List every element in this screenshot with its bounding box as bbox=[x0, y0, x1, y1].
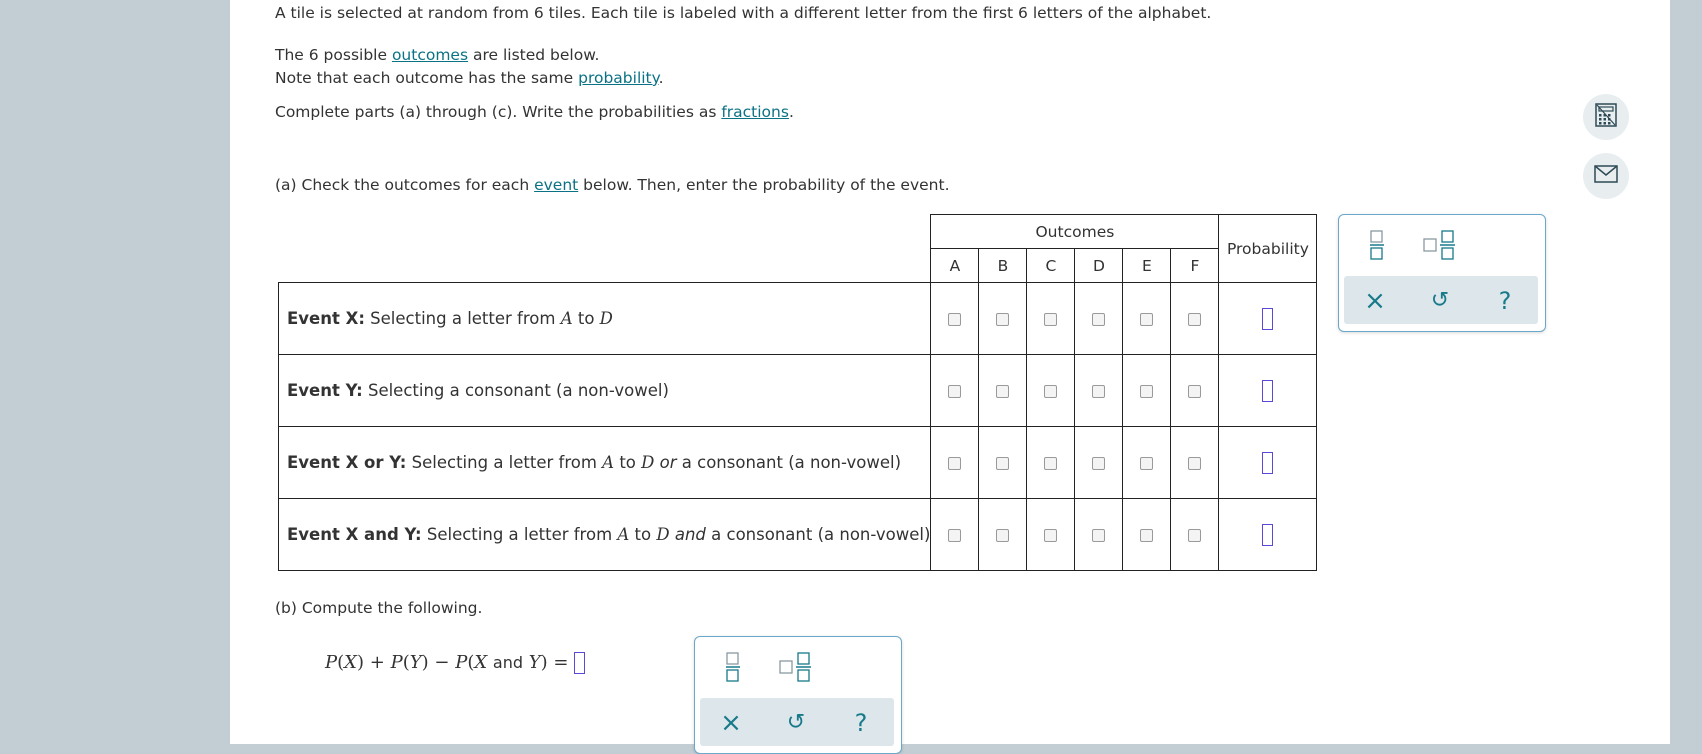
mixed-number-icon bbox=[1423, 229, 1457, 261]
outcome-letter: F bbox=[1171, 249, 1219, 283]
formula-y: Y bbox=[528, 652, 541, 673]
outcome-checkbox-b[interactable] bbox=[996, 385, 1009, 398]
outcome-checkbox-a[interactable] bbox=[948, 385, 961, 398]
event-text: to bbox=[572, 309, 600, 328]
outcome-checkbox-c[interactable] bbox=[1044, 529, 1057, 542]
outcome-checkbox-b[interactable] bbox=[996, 457, 1009, 470]
part-a-post: below. Then, enter the probability of the event. bbox=[578, 176, 950, 194]
fraction-icon bbox=[1369, 229, 1385, 261]
mail-icon bbox=[1594, 165, 1618, 187]
probability-header: Probability bbox=[1219, 215, 1317, 283]
outcomes-sentence-pre: The 6 possible bbox=[275, 46, 392, 64]
instructions-sentence bbox=[275, 103, 794, 121]
formula-x: X bbox=[344, 652, 357, 673]
math-palette bbox=[1338, 214, 1546, 332]
table-row bbox=[279, 355, 1317, 427]
outcomes-sentence bbox=[275, 46, 599, 64]
event-text: Selecting a letter from bbox=[426, 525, 618, 544]
probability-sentence-pre: Note that each outcome has the same bbox=[275, 69, 579, 87]
outcome-checkbox-b[interactable] bbox=[996, 313, 1009, 326]
probability-link[interactable]: probability bbox=[578, 69, 659, 87]
probability-sentence bbox=[275, 69, 664, 87]
event-x-or-y-description bbox=[279, 427, 931, 499]
formula-y: Y bbox=[409, 652, 422, 673]
event-label: Event Y: bbox=[287, 381, 363, 400]
outcome-checkbox-e[interactable] bbox=[1140, 313, 1153, 326]
outcome-checkbox-c[interactable] bbox=[1044, 457, 1057, 470]
undo-button[interactable]: ↺ bbox=[786, 710, 806, 735]
formula-x: X bbox=[474, 652, 488, 673]
part-a-instructions bbox=[275, 176, 950, 194]
event-x-and-y-description bbox=[279, 499, 931, 571]
outcome-letter: A bbox=[931, 249, 979, 283]
mixed-number-button[interactable] bbox=[1423, 229, 1457, 266]
probability-input[interactable] bbox=[1262, 380, 1273, 402]
mixed-number-button[interactable] bbox=[779, 651, 813, 688]
fractions-link[interactable]: fractions bbox=[721, 103, 789, 121]
event-text: a consonant (a non-vowel) bbox=[676, 453, 902, 472]
formula-plus: + bbox=[369, 652, 385, 673]
outcome-checkbox-d[interactable] bbox=[1092, 313, 1105, 326]
math-var: D bbox=[641, 453, 655, 472]
table-row bbox=[279, 283, 1317, 355]
outcome-checkbox-a[interactable] bbox=[948, 457, 961, 470]
outcome-letter: B bbox=[979, 249, 1027, 283]
event-label: Event X or Y: bbox=[287, 453, 407, 472]
event-label: Event X and Y: bbox=[287, 525, 422, 544]
fraction-button[interactable] bbox=[723, 651, 743, 688]
event-link[interactable]: event bbox=[534, 176, 579, 194]
outcome-checkbox-f[interactable] bbox=[1188, 529, 1201, 542]
outcome-checkbox-a[interactable] bbox=[948, 529, 961, 542]
event-text: to bbox=[629, 525, 657, 544]
formula-minus: − bbox=[434, 652, 450, 673]
math-var: A bbox=[617, 525, 630, 544]
help-button[interactable]: ? bbox=[1498, 287, 1512, 315]
help-button[interactable]: ? bbox=[854, 709, 868, 737]
table-corner bbox=[279, 215, 931, 283]
mixed-number-icon bbox=[779, 651, 813, 683]
clear-button[interactable]: × bbox=[720, 708, 742, 738]
outcome-checkbox-f[interactable] bbox=[1188, 385, 1201, 398]
outcome-checkbox-a[interactable] bbox=[948, 313, 961, 326]
probability-formula: P(X) + P(Y) − P(X and Y) = bbox=[325, 652, 585, 674]
math-var: D bbox=[656, 525, 670, 544]
outcome-checkbox-c[interactable] bbox=[1044, 385, 1057, 398]
outcome-checkbox-d[interactable] bbox=[1092, 457, 1105, 470]
probability-input[interactable] bbox=[1262, 452, 1273, 474]
outcome-checkbox-f[interactable] bbox=[1188, 457, 1201, 470]
fraction-button[interactable] bbox=[1367, 229, 1387, 266]
probability-input[interactable] bbox=[1262, 524, 1273, 546]
intro-text: A tile is selected at random from 6 tiles. Each tile is labeled with a different letter from the first 6 letters of the alphabet. bbox=[275, 4, 1212, 22]
outcome-checkbox-d[interactable] bbox=[1092, 529, 1105, 542]
math-var: D bbox=[599, 309, 613, 328]
probability-input[interactable] bbox=[1262, 308, 1273, 330]
formula-and: and bbox=[492, 653, 524, 672]
table-row bbox=[279, 427, 1317, 499]
part-b-instructions: (b) Compute the following. bbox=[275, 599, 483, 617]
math-palette bbox=[694, 636, 902, 754]
instructions-post: . bbox=[788, 103, 794, 121]
outcome-checkbox-e[interactable] bbox=[1140, 457, 1153, 470]
outcome-checkbox-d[interactable] bbox=[1092, 385, 1105, 398]
event-emphasis: or bbox=[659, 453, 677, 472]
formula-p: P bbox=[325, 652, 338, 673]
event-text: Selecting a consonant (a non-vowel) bbox=[367, 381, 669, 400]
event-text: Selecting a letter from bbox=[370, 309, 561, 328]
fraction-icon bbox=[725, 651, 741, 683]
outcomes-header: Outcomes bbox=[931, 215, 1219, 249]
formula-equals: = bbox=[553, 652, 569, 673]
math-var: A bbox=[560, 309, 573, 328]
part-a-pre: (a) Check the outcomes for each bbox=[275, 176, 535, 194]
undo-button[interactable]: ↺ bbox=[1430, 288, 1450, 313]
event-text: Selecting a letter from bbox=[411, 453, 603, 472]
outcome-checkbox-f[interactable] bbox=[1188, 313, 1201, 326]
event-text: a consonant (a non-vowel) bbox=[705, 525, 931, 544]
outcome-checkbox-c[interactable] bbox=[1044, 313, 1057, 326]
event-label: Event X: bbox=[287, 309, 365, 328]
outcomes-sentence-post: are listed below. bbox=[468, 46, 600, 64]
instructions-pre: Complete parts (a) through (c). Write the probabilities as bbox=[275, 103, 722, 121]
table-row bbox=[279, 499, 1317, 571]
formula-answer-input[interactable] bbox=[574, 652, 585, 674]
palette-action-bar bbox=[700, 698, 894, 746]
outcome-letter: E bbox=[1123, 249, 1171, 283]
calculator-button[interactable] bbox=[1583, 94, 1629, 140]
mail-button[interactable] bbox=[1583, 153, 1629, 199]
outcome-letter: C bbox=[1027, 249, 1075, 283]
math-var: A bbox=[602, 453, 615, 472]
calculator-icon bbox=[1595, 103, 1617, 131]
event-text: to bbox=[614, 453, 642, 472]
probability-sentence-post: . bbox=[658, 69, 664, 87]
events-table bbox=[278, 214, 1317, 571]
formula-p: P bbox=[390, 652, 403, 673]
outcome-checkbox-e[interactable] bbox=[1140, 385, 1153, 398]
palette-action-bar bbox=[1344, 276, 1538, 324]
event-emphasis: and bbox=[674, 525, 706, 544]
outcome-checkbox-e[interactable] bbox=[1140, 529, 1153, 542]
event-x-description bbox=[279, 283, 931, 355]
clear-button[interactable]: × bbox=[1364, 286, 1386, 316]
outcome-letter: D bbox=[1075, 249, 1123, 283]
formula-p: P bbox=[455, 652, 468, 673]
outcome-checkbox-b[interactable] bbox=[996, 529, 1009, 542]
event-y-description bbox=[279, 355, 931, 427]
outcomes-link[interactable]: outcomes bbox=[391, 46, 469, 64]
